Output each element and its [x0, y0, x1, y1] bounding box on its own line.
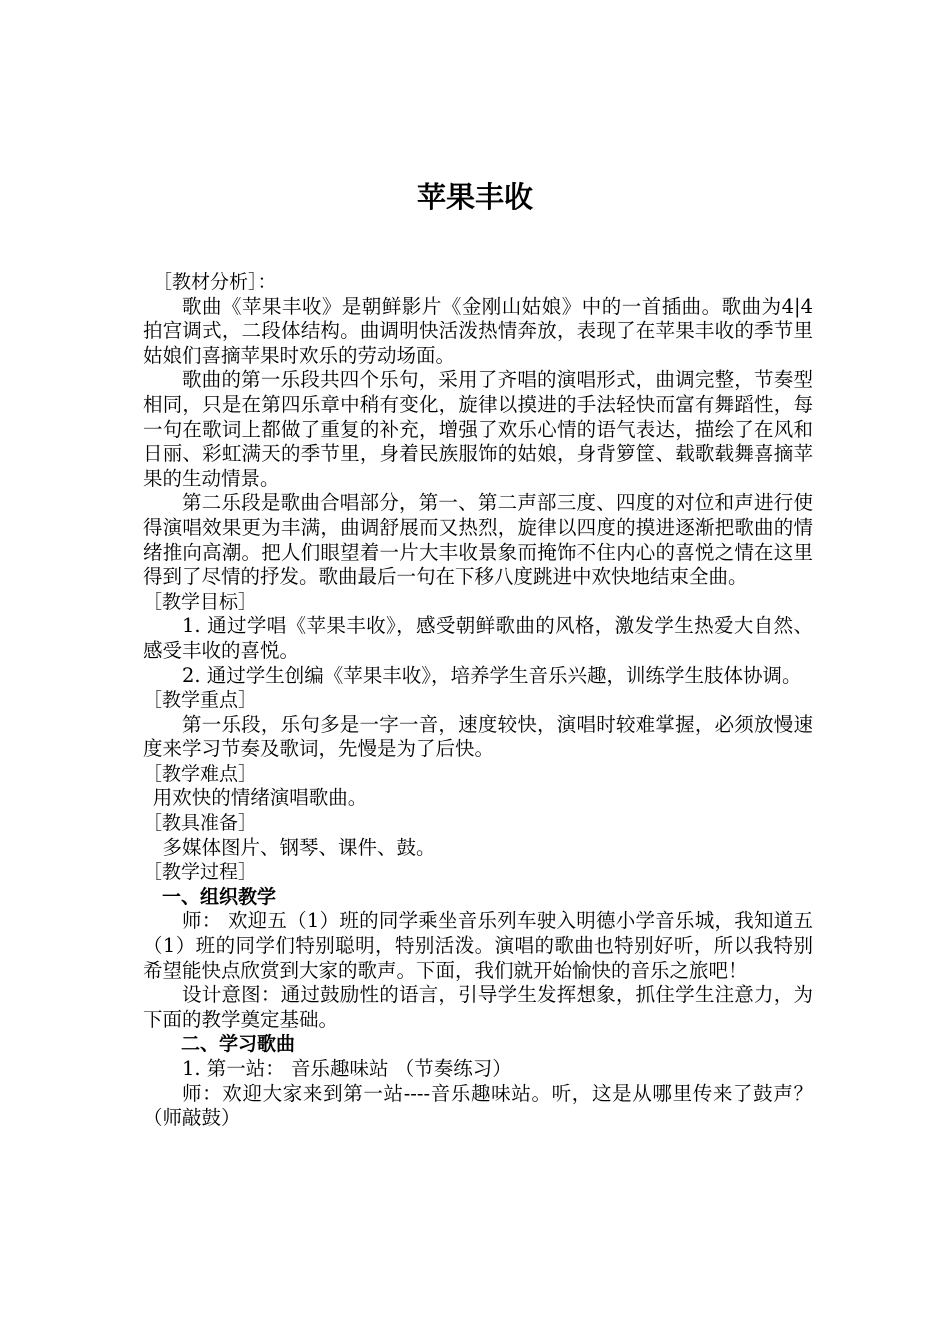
analysis-paragraph-2: 歌曲的第一乐段共四个乐句，采用了齐唱的演唱形式，曲调完整，节奏型相同，只是在第四乐章中稍有变化，旋律以摸进的手法轻快而富有舞蹈性，每一句在歌词上都做了重复的补充，增强了欢乐心情的语气表达，描绘了在风和日丽、彩虹满天的季节里，身着民族服饰的姑娘，身背箩筐、载歌载舞喜摘苹果的生动情景。 — [143, 368, 813, 490]
analysis-heading: ［教材分析］： — [153, 271, 277, 293]
difficulty-heading: ［教学难点］ — [143, 762, 258, 785]
step1-paragraph-2: 设计意图：通过鼓励性的语言，引导学生发挥想象，抓住学生注意力，为下面的教学奠定基础。 — [143, 983, 813, 1031]
key-points-heading: ［教学重点］ — [143, 689, 258, 712]
step2-paragraph-1: 师：欢迎大家来到第一站----音乐趣味站。听，这是从哪里传来了鼓声？（师敲鼓） — [143, 1081, 813, 1130]
difficulty-text: 用欢快的情绪演唱歌曲。 — [152, 786, 368, 810]
step1-heading: 一、组织教学 — [162, 885, 277, 908]
process-heading: ［教学过程］ — [143, 861, 258, 884]
tools-text: 多媒体图片、钢琴、课件、鼓。 — [162, 835, 436, 859]
document-title: 苹果丰收 — [416, 180, 533, 214]
analysis-paragraph-3: 第二乐段是歌曲合唱部分，第一、第二声部三度、四度的对位和声进行使得演唱效果更为丰满，曲调舒展而又热烈，旋律以四度的摸进逐渐把歌曲的情绪推向高潮。把人们眼望着一片大丰收景象而掩饰不住内心的喜悦之情在这里得到了尽情的抒发。歌曲最后一句在下移八度跳进中欢快地结束全曲。 — [143, 491, 813, 589]
step1-paragraph-1: 师： 欢迎五（1）班的同学乘坐音乐列车驶入明德小学音乐城，我知道五（1）班的同学们特别聪明，特别活泼。演唱的歌曲也特别好听，所以我特别希望能快点欣赏到大家的歌声。下面，我们就开始愉快的音乐之旅吧！ — [143, 909, 813, 982]
goals-heading: ［教学目标］ — [143, 590, 258, 613]
step2-item-1: 1. 第一站： 音乐趣味站 （节奏练习） — [182, 1057, 512, 1080]
document-body — [143, 270, 813, 1131]
goal-item-1: 1. 通过学唱《苹果丰收》，感受朝鲜歌曲的风格，激发学生热爱大自然、感受丰收的喜悦。 — [143, 614, 813, 662]
step2-heading: 二、学习歌曲 — [181, 1033, 296, 1056]
tools-heading: ［教具准备］ — [143, 812, 258, 835]
key-points-text: 第一乐段，乐句多是一字一音，速度较快，演唱时较难掌握，必须放慢速度来学习节奏及歌词，先慢是为了后快。 — [143, 712, 813, 761]
analysis-paragraph-1: 歌曲《苹果丰收》是朝鲜影片《金刚山姑娘》中的一首插曲。歌曲为4|4拍宫调式，二段体结构。曲调明快活泼热情奔放，表现了在苹果丰收的季节里姑娘们喜摘苹果时欢乐的劳动场面。 — [143, 294, 813, 367]
goal-item-2: 2. 通过学生创编《苹果丰收》，培养学生音乐兴趣，训练学生肢体协调。 — [182, 663, 802, 687]
